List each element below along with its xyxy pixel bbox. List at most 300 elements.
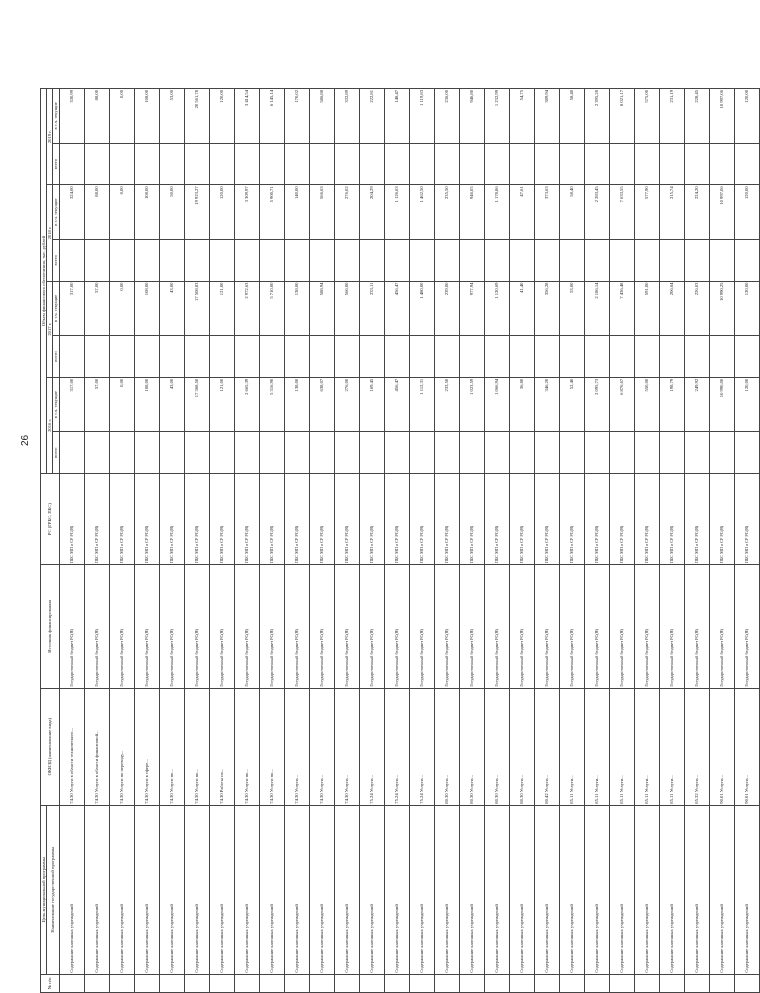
y2018-total-cell bbox=[309, 239, 334, 281]
y2019-total-cell bbox=[534, 143, 559, 185]
y2018-incl-cell: 1 462,50 bbox=[409, 185, 434, 240]
table-row bbox=[459, 89, 484, 993]
activity-cell: Содержание казенных учреждений bbox=[284, 805, 309, 974]
y2019-total-cell bbox=[459, 143, 484, 185]
y2017-total-cell bbox=[409, 336, 434, 378]
y2016-incl-cell: 0,00 bbox=[109, 377, 134, 432]
okved-cell: 80.42 Услуги... bbox=[534, 688, 559, 805]
y2017-incl-cell: 977,94 bbox=[459, 281, 484, 336]
y2016-total-cell bbox=[84, 432, 109, 474]
y2016-incl-cell: 233,50 bbox=[434, 377, 459, 432]
y2017-total-cell bbox=[659, 336, 684, 378]
table-row bbox=[734, 89, 759, 993]
y2019-total-cell bbox=[334, 143, 359, 185]
y2019-incl-cell: 586,88 bbox=[309, 89, 334, 144]
y2016-total-cell bbox=[384, 432, 409, 474]
y2016-incl-cell: 346,20 bbox=[534, 377, 559, 432]
y2016-incl-cell: 57,00 bbox=[84, 377, 109, 432]
y2017-incl-cell: 108,00 bbox=[134, 281, 159, 336]
y2017-incl-cell: 226,03 bbox=[684, 281, 709, 336]
y2018-total-cell bbox=[459, 239, 484, 281]
activity-cell: Содержание казенных учреждений bbox=[209, 805, 234, 974]
y2018-total-cell bbox=[709, 239, 734, 281]
y2018-total-cell bbox=[159, 239, 184, 281]
y2019-total-cell bbox=[584, 143, 609, 185]
okved-cell: 74.30 Услуги по... bbox=[184, 688, 209, 805]
y2018-total-cell bbox=[84, 239, 109, 281]
row-num-cell bbox=[634, 974, 659, 992]
activity-cell: Содержание казенных учреждений bbox=[359, 805, 384, 974]
rs-cell: ПБС МП и СР РС(Я) bbox=[259, 474, 284, 565]
y2018-total-cell bbox=[184, 239, 209, 281]
y2016-total-cell bbox=[584, 432, 609, 474]
okved-cell: 85.11 Услуги... bbox=[609, 688, 634, 805]
row-num-cell bbox=[109, 974, 134, 992]
y2017-incl-cell: 0,00 bbox=[109, 281, 134, 336]
y2016-incl-cell: 36,80 bbox=[509, 377, 534, 432]
y2016-incl-cell: 17 368,50 bbox=[184, 377, 209, 432]
activity-cell: Содержание казенных учреждений bbox=[659, 805, 684, 974]
header-2017: 2017 г. bbox=[47, 281, 53, 377]
table-row bbox=[484, 89, 509, 993]
okved-cell: 75.24 Услуги... bbox=[359, 688, 384, 805]
table-row bbox=[284, 89, 309, 993]
y2019-incl-cell: 0,00 bbox=[109, 89, 134, 144]
header-program-activity: Наименование государственной программы bbox=[47, 805, 59, 974]
y2017-total-cell bbox=[584, 336, 609, 378]
funding-cell: Государственный бюджет РС(Я) bbox=[159, 565, 184, 689]
y2016-total-cell bbox=[109, 432, 134, 474]
y2019-incl-cell: 8 021,17 bbox=[609, 89, 634, 144]
row-num-cell bbox=[334, 974, 359, 992]
okved-cell: 74.30 Услуги по переводу... bbox=[109, 688, 134, 805]
y2017-total-cell bbox=[359, 336, 384, 378]
y2019-incl-cell: 20 561,78 bbox=[184, 89, 209, 144]
y2016-total-cell bbox=[59, 432, 84, 474]
activity-cell: Содержание казенных учреждений bbox=[84, 805, 109, 974]
y2017-incl-cell: 233,11 bbox=[359, 281, 384, 336]
y2018-total-cell bbox=[409, 239, 434, 281]
y2019-incl-cell: 54,75 bbox=[509, 89, 534, 144]
y2018-incl-cell: 276,02 bbox=[334, 185, 359, 240]
funding-cell: Государственный бюджет РС(Я) bbox=[259, 565, 284, 689]
y2016-incl-cell: 6 876,67 bbox=[609, 377, 634, 432]
y2018-total-cell bbox=[359, 239, 384, 281]
okved-cell: 75.24 Услуги... bbox=[409, 688, 434, 805]
y2017-total-cell bbox=[534, 336, 559, 378]
rs-cell: ПБС МП и СР РС(Я) bbox=[309, 474, 334, 565]
y2016-incl-cell: 456,47 bbox=[384, 377, 409, 432]
y2017-incl-cell: 566,00 bbox=[334, 281, 359, 336]
y2017-total-cell bbox=[684, 336, 709, 378]
y2017-incl-cell: 2 186,14 bbox=[584, 281, 609, 336]
funding-cell: Государственный бюджет РС(Я) bbox=[434, 565, 459, 689]
y2018-total-cell bbox=[659, 239, 684, 281]
y2016-total-cell bbox=[184, 432, 209, 474]
rs-cell: ПБС МП и СР РС(Я) bbox=[159, 474, 184, 565]
y2018-incl-cell: 1 126,63 bbox=[384, 185, 409, 240]
rs-cell: ПБС МП и СР РС(Я) bbox=[484, 474, 509, 565]
y2016-total-cell bbox=[684, 432, 709, 474]
y2017-total-cell bbox=[309, 336, 334, 378]
y2019-total-cell bbox=[609, 143, 634, 185]
activity-cell: Содержание казенных учреждений bbox=[459, 805, 484, 974]
y2019-total-cell bbox=[434, 143, 459, 185]
funding-cell: Государственный бюджет РС(Я) bbox=[284, 565, 309, 689]
funding-cell: Государственный бюджет РС(Я) bbox=[684, 565, 709, 689]
y2018-total-cell bbox=[484, 239, 509, 281]
y2018-incl-cell: 224,20 bbox=[684, 185, 709, 240]
y2017-incl-cell: 57,00 bbox=[84, 281, 109, 336]
table-row bbox=[109, 89, 134, 993]
y2016-total-cell bbox=[509, 432, 534, 474]
y2016-total-cell bbox=[609, 432, 634, 474]
header-2016-incl: в т.ч. текущие bbox=[53, 377, 59, 432]
table-row bbox=[659, 89, 684, 993]
header-2019-total: всего bbox=[53, 143, 59, 185]
activity-cell: Содержание казенных учреждений bbox=[184, 805, 209, 974]
y2019-total-cell bbox=[359, 143, 384, 185]
y2017-total-cell bbox=[434, 336, 459, 378]
y2019-total-cell bbox=[659, 143, 684, 185]
y2018-incl-cell: 324,00 bbox=[59, 185, 84, 240]
financing-table bbox=[40, 88, 760, 993]
row-num-cell bbox=[459, 974, 484, 992]
y2016-incl-cell: 317,00 bbox=[59, 377, 84, 432]
y2016-incl-cell: 120,00 bbox=[734, 377, 759, 432]
okved-cell: 74.30 Услуги... bbox=[334, 688, 359, 805]
y2016-total-cell bbox=[209, 432, 234, 474]
y2017-incl-cell: 10 990,25 bbox=[709, 281, 734, 336]
y2016-incl-cell: 121,00 bbox=[209, 377, 234, 432]
y2019-total-cell bbox=[709, 143, 734, 185]
funding-cell: Государственный бюджет РС(Я) bbox=[84, 565, 109, 689]
row-num-cell bbox=[384, 974, 409, 992]
y2019-incl-cell: 10 997,06 bbox=[709, 89, 734, 144]
y2019-total-cell bbox=[509, 143, 534, 185]
y2016-incl-cell: 249,92 bbox=[684, 377, 709, 432]
y2016-total-cell bbox=[559, 432, 584, 474]
funding-cell: Государственный бюджет РС(Я) bbox=[309, 565, 334, 689]
y2019-incl-cell: 88,00 bbox=[84, 89, 109, 144]
y2018-incl-cell: 577,90 bbox=[634, 185, 659, 240]
y2017-total-cell bbox=[234, 336, 259, 378]
y2016-incl-cell: 2 095,73 bbox=[584, 377, 609, 432]
y2017-total-cell bbox=[284, 336, 309, 378]
y2019-total-cell bbox=[384, 143, 409, 185]
y2016-incl-cell: 1 066,94 bbox=[484, 377, 509, 432]
header-2018: 2018 г. bbox=[47, 185, 53, 281]
rs-cell: ПБС МП и СР РС(Я) bbox=[534, 474, 559, 565]
y2019-total-cell bbox=[159, 143, 184, 185]
table-row bbox=[409, 89, 434, 993]
y2017-total-cell bbox=[734, 336, 759, 378]
y2018-total-cell bbox=[559, 239, 584, 281]
y2018-total-cell bbox=[534, 239, 559, 281]
row-num-cell bbox=[584, 974, 609, 992]
funding-cell: Государственный бюджет РС(Я) bbox=[584, 565, 609, 689]
y2016-incl-cell: 1 112,31 bbox=[409, 377, 434, 432]
y2017-total-cell bbox=[484, 336, 509, 378]
row-num-cell bbox=[409, 974, 434, 992]
y2016-total-cell bbox=[434, 432, 459, 474]
funding-cell: Государственный бюджет РС(Я) bbox=[59, 565, 84, 689]
y2018-incl-cell: 1 178,86 bbox=[484, 185, 509, 240]
y2018-total-cell bbox=[59, 239, 84, 281]
y2017-total-cell bbox=[609, 336, 634, 378]
y2017-total-cell bbox=[709, 336, 734, 378]
y2019-total-cell bbox=[684, 143, 709, 185]
row-num-cell bbox=[184, 974, 209, 992]
y2019-total-cell bbox=[409, 143, 434, 185]
rs-cell: ПБС МП и СР РС(Я) bbox=[209, 474, 234, 565]
y2019-incl-cell: 108,00 bbox=[134, 89, 159, 144]
row-num-cell bbox=[359, 974, 384, 992]
financing-table-sheet bbox=[40, 88, 749, 993]
row-num-cell bbox=[684, 974, 709, 992]
y2016-total-cell bbox=[459, 432, 484, 474]
y2017-incl-cell: 591,00 bbox=[634, 281, 659, 336]
okved-cell: 74.30 Услуги по... bbox=[259, 688, 284, 805]
y2017-total-cell bbox=[109, 336, 134, 378]
activity-cell: Содержание казенных учреждений bbox=[609, 805, 634, 974]
table-row bbox=[609, 89, 634, 993]
rs-cell: ПБС МП и СР РС(Я) bbox=[84, 474, 109, 565]
y2017-total-cell bbox=[634, 336, 659, 378]
y2018-total-cell bbox=[384, 239, 409, 281]
funding-cell: Государственный бюджет РС(Я) bbox=[659, 565, 684, 689]
okved-cell: 80.30 Услуги... bbox=[459, 688, 484, 805]
y2018-total-cell bbox=[234, 239, 259, 281]
y2017-incl-cell: 206,64 bbox=[659, 281, 684, 336]
y2017-incl-cell: 43,00 bbox=[159, 281, 184, 336]
activity-cell: Содержание казенных учреждений bbox=[709, 805, 734, 974]
rs-cell: ПБС МП и СР РС(Я) bbox=[709, 474, 734, 565]
y2019-total-cell bbox=[209, 143, 234, 185]
y2019-incl-cell: 1 119,83 bbox=[409, 89, 434, 144]
y2016-total-cell bbox=[734, 432, 759, 474]
y2019-total-cell bbox=[184, 143, 209, 185]
activity-cell: Содержание казенных учреждений bbox=[559, 805, 584, 974]
header-funding: Источник финансирования bbox=[41, 565, 60, 689]
header-2017-incl: в т.ч. текущие bbox=[53, 281, 59, 336]
rs-cell: ПБС МП и СР РС(Я) bbox=[584, 474, 609, 565]
y2016-incl-cell: 276,00 bbox=[334, 377, 359, 432]
rs-cell: ПБС МП и СР РС(Я) bbox=[334, 474, 359, 565]
y2017-incl-cell: 2 972,63 bbox=[234, 281, 259, 336]
table-row bbox=[259, 89, 284, 993]
activity-cell: Содержание казенных учреждений bbox=[734, 805, 759, 974]
y2016-total-cell bbox=[284, 432, 309, 474]
row-num-cell bbox=[559, 974, 584, 992]
activity-cell: Содержание казенных учреждений bbox=[134, 805, 159, 974]
y2018-incl-cell: 120,00 bbox=[734, 185, 759, 240]
table-row bbox=[184, 89, 209, 993]
activity-cell: Содержание казенных учреждений bbox=[59, 805, 84, 974]
y2017-total-cell bbox=[459, 336, 484, 378]
okved-cell: 85.11 Услуги... bbox=[634, 688, 659, 805]
y2018-incl-cell: 5 900,71 bbox=[259, 185, 284, 240]
table-row bbox=[309, 89, 334, 993]
funding-cell: Государственный бюджет РС(Я) bbox=[634, 565, 659, 689]
activity-cell: Содержание казенных учреждений bbox=[109, 805, 134, 974]
header-2017-total: всего bbox=[53, 336, 59, 378]
okved-cell: 74.30 Услуги... bbox=[284, 688, 309, 805]
okved-cell: 74.30 Услуги в сфере... bbox=[134, 688, 159, 805]
funding-cell: Государственный бюджет РС(Я) bbox=[559, 565, 584, 689]
funding-cell: Государственный бюджет РС(Я) bbox=[109, 565, 134, 689]
table-row bbox=[684, 89, 709, 993]
header-2016-total: всего bbox=[53, 432, 59, 474]
okved-cell: 90.01 Услуги... bbox=[709, 688, 734, 805]
table-row bbox=[159, 89, 184, 993]
header-num: № п/п bbox=[41, 974, 60, 992]
y2017-incl-cell: 120,00 bbox=[734, 281, 759, 336]
y2019-total-cell bbox=[284, 143, 309, 185]
rs-cell: ПБС МП и СР РС(Я) bbox=[684, 474, 709, 565]
okved-cell: 74.30 Услуги в области финансовой... bbox=[84, 688, 109, 805]
y2019-total-cell bbox=[259, 143, 284, 185]
y2016-total-cell bbox=[334, 432, 359, 474]
header-okved: ОКВЭД (наименование вида) bbox=[41, 688, 60, 805]
row-num-cell bbox=[509, 974, 534, 992]
y2017-total-cell bbox=[259, 336, 284, 378]
y2016-total-cell bbox=[484, 432, 509, 474]
funding-cell: Государственный бюджет РС(Я) bbox=[534, 565, 559, 689]
okved-cell: 85.11 Услуги... bbox=[659, 688, 684, 805]
funding-cell: Государственный бюджет РС(Я) bbox=[384, 565, 409, 689]
y2018-incl-cell: 3 309,97 bbox=[234, 185, 259, 240]
y2019-incl-cell: 236,00 bbox=[434, 89, 459, 144]
y2017-incl-cell: 53,00 bbox=[559, 281, 584, 336]
y2019-total-cell bbox=[484, 143, 509, 185]
y2016-incl-cell: 138,00 bbox=[284, 377, 309, 432]
y2018-incl-cell: 47,61 bbox=[509, 185, 534, 240]
y2017-incl-cell: 7 436,48 bbox=[609, 281, 634, 336]
rs-cell: ПБС МП и СР РС(Я) bbox=[659, 474, 684, 565]
okved-cell: 85.11 Услуги... bbox=[559, 688, 584, 805]
y2019-incl-cell: 2 395,28 bbox=[584, 89, 609, 144]
y2018-incl-cell: 19 923,27 bbox=[184, 185, 209, 240]
table-row bbox=[234, 89, 259, 993]
y2018-incl-cell: 50,00 bbox=[159, 185, 184, 240]
y2017-total-cell bbox=[384, 336, 409, 378]
y2018-incl-cell: 215,74 bbox=[659, 185, 684, 240]
y2018-incl-cell: 10 997,06 bbox=[709, 185, 734, 240]
y2018-total-cell bbox=[134, 239, 159, 281]
row-num-cell bbox=[259, 974, 284, 992]
y2018-incl-cell: 373,63 bbox=[534, 185, 559, 240]
table-row bbox=[434, 89, 459, 993]
y2016-total-cell bbox=[309, 432, 334, 474]
table-row bbox=[559, 89, 584, 993]
row-num-cell bbox=[84, 974, 109, 992]
y2018-total-cell bbox=[434, 239, 459, 281]
funding-cell: Государственный бюджет РС(Я) bbox=[734, 565, 759, 689]
y2017-incl-cell: 356,28 bbox=[534, 281, 559, 336]
okved-cell: 80.30 Услуги... bbox=[484, 688, 509, 805]
row-num-cell bbox=[709, 974, 734, 992]
y2018-total-cell bbox=[284, 239, 309, 281]
funding-cell: Государственный бюджет РС(Я) bbox=[609, 565, 634, 689]
rs-cell: ПБС МП и СР РС(Я) bbox=[284, 474, 309, 565]
y2017-incl-cell: 17 508,83 bbox=[184, 281, 209, 336]
y2019-incl-cell: 1 232,99 bbox=[484, 89, 509, 144]
y2017-incl-cell: 456,47 bbox=[384, 281, 409, 336]
y2018-incl-cell: 7 633,55 bbox=[609, 185, 634, 240]
okved-cell: 85.11 Услуги... bbox=[584, 688, 609, 805]
page-number: 26 bbox=[20, 434, 31, 446]
rs-cell: ПБС МП и СР РС(Я) bbox=[384, 474, 409, 565]
activity-cell: Содержание казенных учреждений bbox=[334, 805, 359, 974]
table-row bbox=[134, 89, 159, 993]
y2016-incl-cell: 10 990,00 bbox=[709, 377, 734, 432]
y2016-total-cell bbox=[409, 432, 434, 474]
funding-cell: Государственный бюджет РС(Я) bbox=[134, 565, 159, 689]
row-num-cell bbox=[734, 974, 759, 992]
row-num-cell bbox=[534, 974, 559, 992]
row-num-cell bbox=[309, 974, 334, 992]
activity-cell: Содержание казенных учреждений bbox=[634, 805, 659, 974]
y2018-total-cell bbox=[634, 239, 659, 281]
activity-cell: Содержание казенных учреждений bbox=[234, 805, 259, 974]
okved-cell: 74.30 Услуги в области технического... bbox=[59, 688, 84, 805]
activity-cell: Содержание казенных учреждений bbox=[409, 805, 434, 974]
okved-cell: 74.30 Услуги по... bbox=[159, 688, 184, 805]
y2019-incl-cell: 58,40 bbox=[559, 89, 584, 144]
table-row bbox=[359, 89, 384, 993]
y2019-total-cell bbox=[109, 143, 134, 185]
okved-cell: 74.30 Услуги... bbox=[309, 688, 334, 805]
y2018-incl-cell: 946,05 bbox=[459, 185, 484, 240]
y2018-incl-cell: 88,00 bbox=[84, 185, 109, 240]
y2019-incl-cell: 228,45 bbox=[684, 89, 709, 144]
okved-cell: 74.30 Услуги по... bbox=[234, 688, 259, 805]
y2016-incl-cell: 1 023,59 bbox=[459, 377, 484, 432]
table-row bbox=[209, 89, 234, 993]
y2019-incl-cell: 332,89 bbox=[334, 89, 359, 144]
y2019-total-cell bbox=[559, 143, 584, 185]
rs-cell: ПБС МП и СР РС(Я) bbox=[109, 474, 134, 565]
y2016-incl-cell: 2 665,39 bbox=[234, 377, 259, 432]
row-num-cell bbox=[484, 974, 509, 992]
y2019-incl-cell: 330,99 bbox=[59, 89, 84, 144]
activity-cell: Содержание казенных учреждений bbox=[259, 805, 284, 974]
header-2019-incl: в т.ч. текущие bbox=[53, 89, 59, 144]
y2016-total-cell bbox=[234, 432, 259, 474]
y2019-total-cell bbox=[634, 143, 659, 185]
table-row bbox=[334, 89, 359, 993]
rs-cell: ПБС МП и СР РС(Я) bbox=[734, 474, 759, 565]
y2019-incl-cell: 222,81 bbox=[359, 89, 384, 144]
y2019-total-cell bbox=[234, 143, 259, 185]
y2017-total-cell bbox=[59, 336, 84, 378]
table-row bbox=[584, 89, 609, 993]
y2018-total-cell bbox=[584, 239, 609, 281]
header-rs: РС (ГРБС, ПБС) bbox=[41, 474, 60, 565]
y2019-incl-cell: 231,19 bbox=[659, 89, 684, 144]
table-row bbox=[709, 89, 734, 993]
y2017-incl-cell: 5 710,00 bbox=[259, 281, 284, 336]
rs-cell: ПБС МП и СР РС(Я) bbox=[134, 474, 159, 565]
y2019-total-cell bbox=[84, 143, 109, 185]
y2019-total-cell bbox=[134, 143, 159, 185]
y2018-total-cell bbox=[509, 239, 534, 281]
header-2019: 2019 г. bbox=[47, 89, 53, 185]
y2019-incl-cell: 389,94 bbox=[534, 89, 559, 144]
funding-cell: Государственный бюджет РС(Я) bbox=[209, 565, 234, 689]
y2018-total-cell bbox=[109, 239, 134, 281]
